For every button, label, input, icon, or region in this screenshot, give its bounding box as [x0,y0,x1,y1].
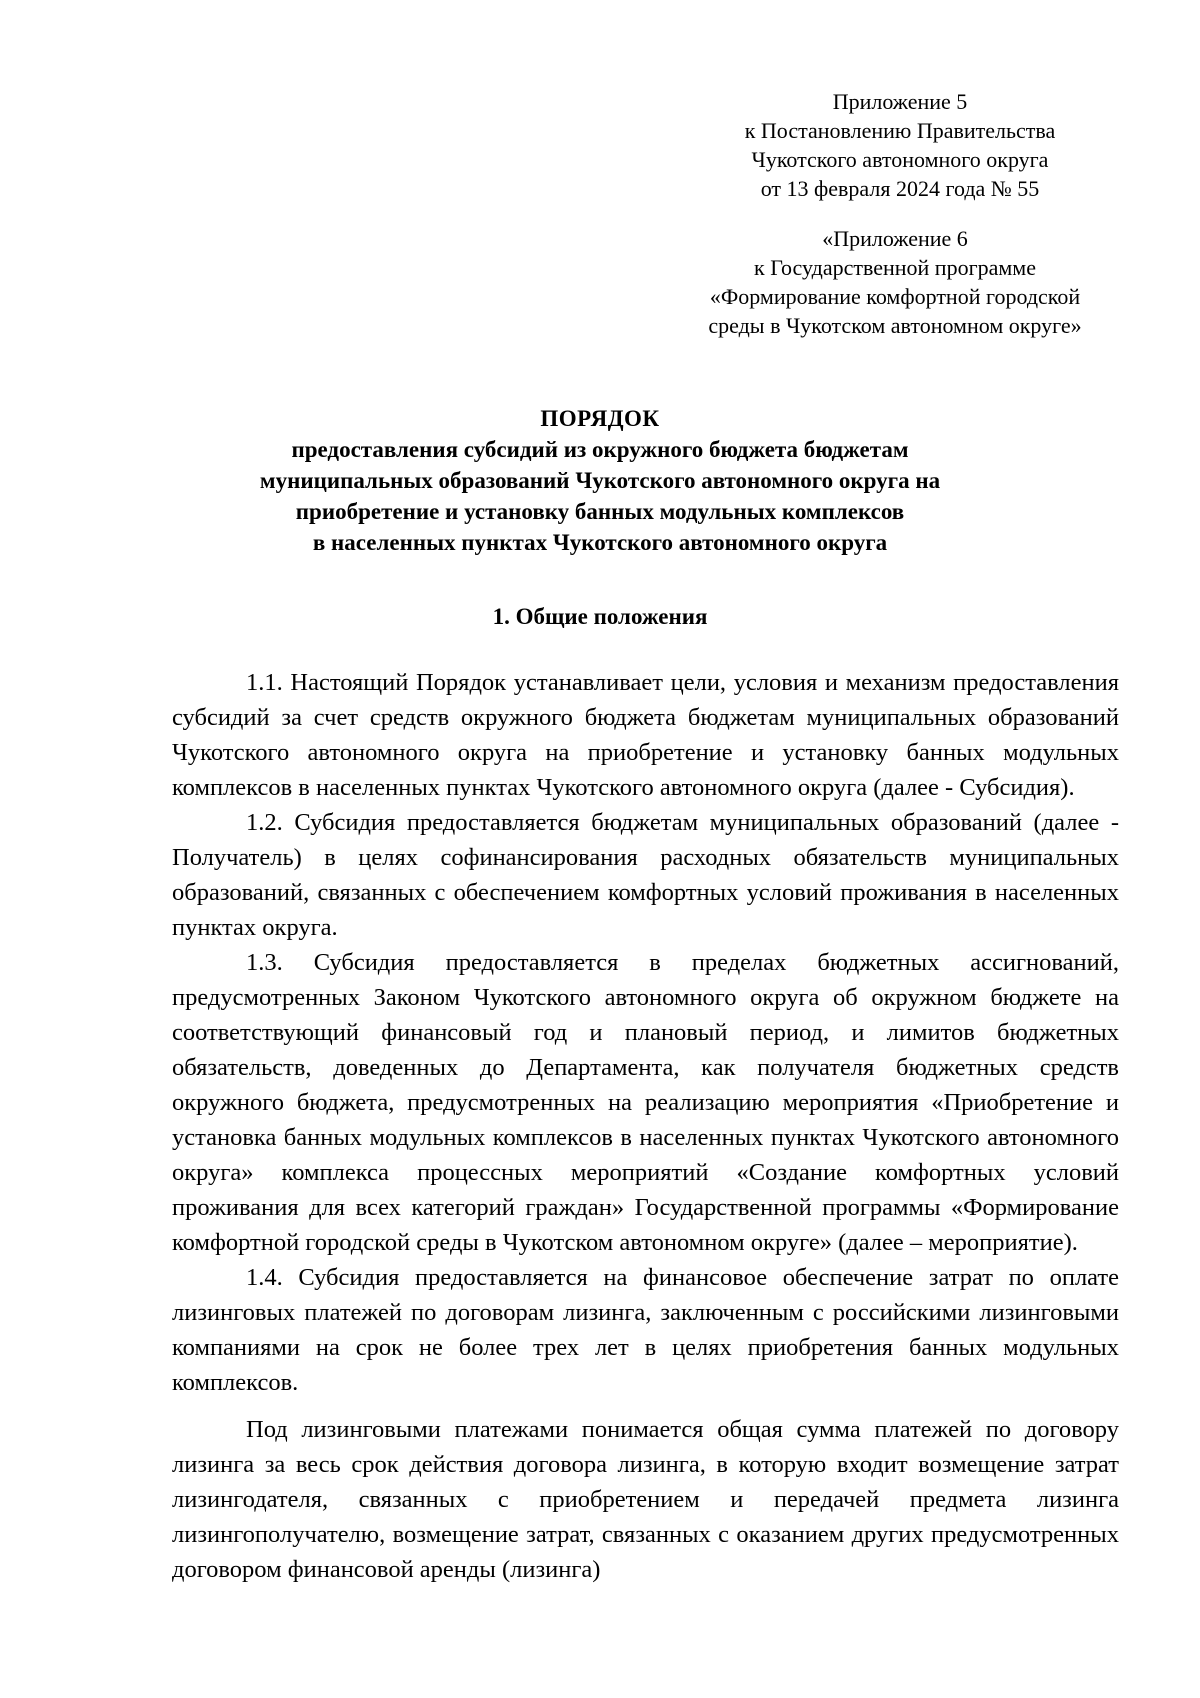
appendix-header-line: Чукотского автономного округа [751,147,1049,172]
appendix-header [700,87,1100,203]
paragraph-1-3: 1.3. Субсидия предоставляется в пределах бюджетных ассигнований, предусмотренных Законом Чукотского автономного округа об окружном бюджете на соответствующий финансовый год и плановый период, и лимитов бюджетных обязательств, доведенных до Департамента, как получателя бюджетных средств окружного бюджета, предусмотренных на реализацию мероприятия «Приобретение и установка банных модульных комплексов в населенных пунктах Чукотского автономного округа» комплекса процессных мероприятий «Создание комфортных условий проживания для всех категорий граждан» Государственной программы «Формирование комфортной городской среды в Чукотском автономном округе» (далее – мероприятие). [172,949,1119,1256]
title-line: муниципальных образований Чукотского автономного округа на [259,468,941,493]
paragraph-leasing-definition: Под лизинговыми платежами понимается общая сумма платежей по договору лизинга за весь срок действия договора лизинга, в которую входит возмещение затрат лизингодателя, связанных с приобретением и передачей предмета лизинга лизингополучателю, возмещение затрат, связанных с оказанием других предусмотренных договором финансовой аренды (лизинга) [172,1416,1119,1583]
title-main: ПОРЯДОК [540,406,660,431]
document-title [150,403,1050,558]
appendix-quote-line: среды в Чукотском автономном округе» [708,313,1082,338]
appendix-quote-line: к Государственной программе [754,255,1036,280]
title-line: предоставления субсидий из окружного бюджета бюджетам [291,437,909,462]
paragraph-1-1: 1.1. Настоящий Порядок устанавливает цели, условия и механизм предоставления субсидий за счет средств окружного бюджета бюджетам муниципальных образований Чукотского автономного округа на приобретение и установку банных модульных комплексов в населенных пунктах Чукотского автономного округа (далее - Субсидия). [172,669,1119,801]
appendix-header-line: Приложение 5 [832,89,968,114]
section-body [172,665,1119,1587]
appendix-quote-line: «Приложение 6 [822,226,968,251]
appendix-quote [670,224,1120,340]
paragraph-1-2: 1.2. Субсидия предоставляется бюджетам муниципальных образований (далее - Получатель) в целях софинансирования расходных обязательств муниципальных образований, связанных с обеспечением комфортных условий проживания в населенных пунктах округа. [172,809,1119,941]
appendix-quote-line: «Формирование комфортной городской [709,284,1081,309]
section-heading: 1. Общие положения [492,604,708,629]
appendix-header-line: к Постановлению Правительства [744,118,1056,143]
title-line: приобретение и установку банных модульных комплексов [295,499,905,524]
title-line: в населенных пунктах Чукотского автономного округа [312,530,888,555]
paragraph-1-4: 1.4. Субсидия предоставляется на финансовое обеспечение затрат по оплате лизинговых платежей по договорам лизинга, заключенным с российскими лизинговыми компаниями на срок не более трех лет в целях приобретения банных модульных комплексов. [172,1264,1119,1396]
appendix-header-line: от 13 февраля 2024 года № 55 [760,176,1040,201]
